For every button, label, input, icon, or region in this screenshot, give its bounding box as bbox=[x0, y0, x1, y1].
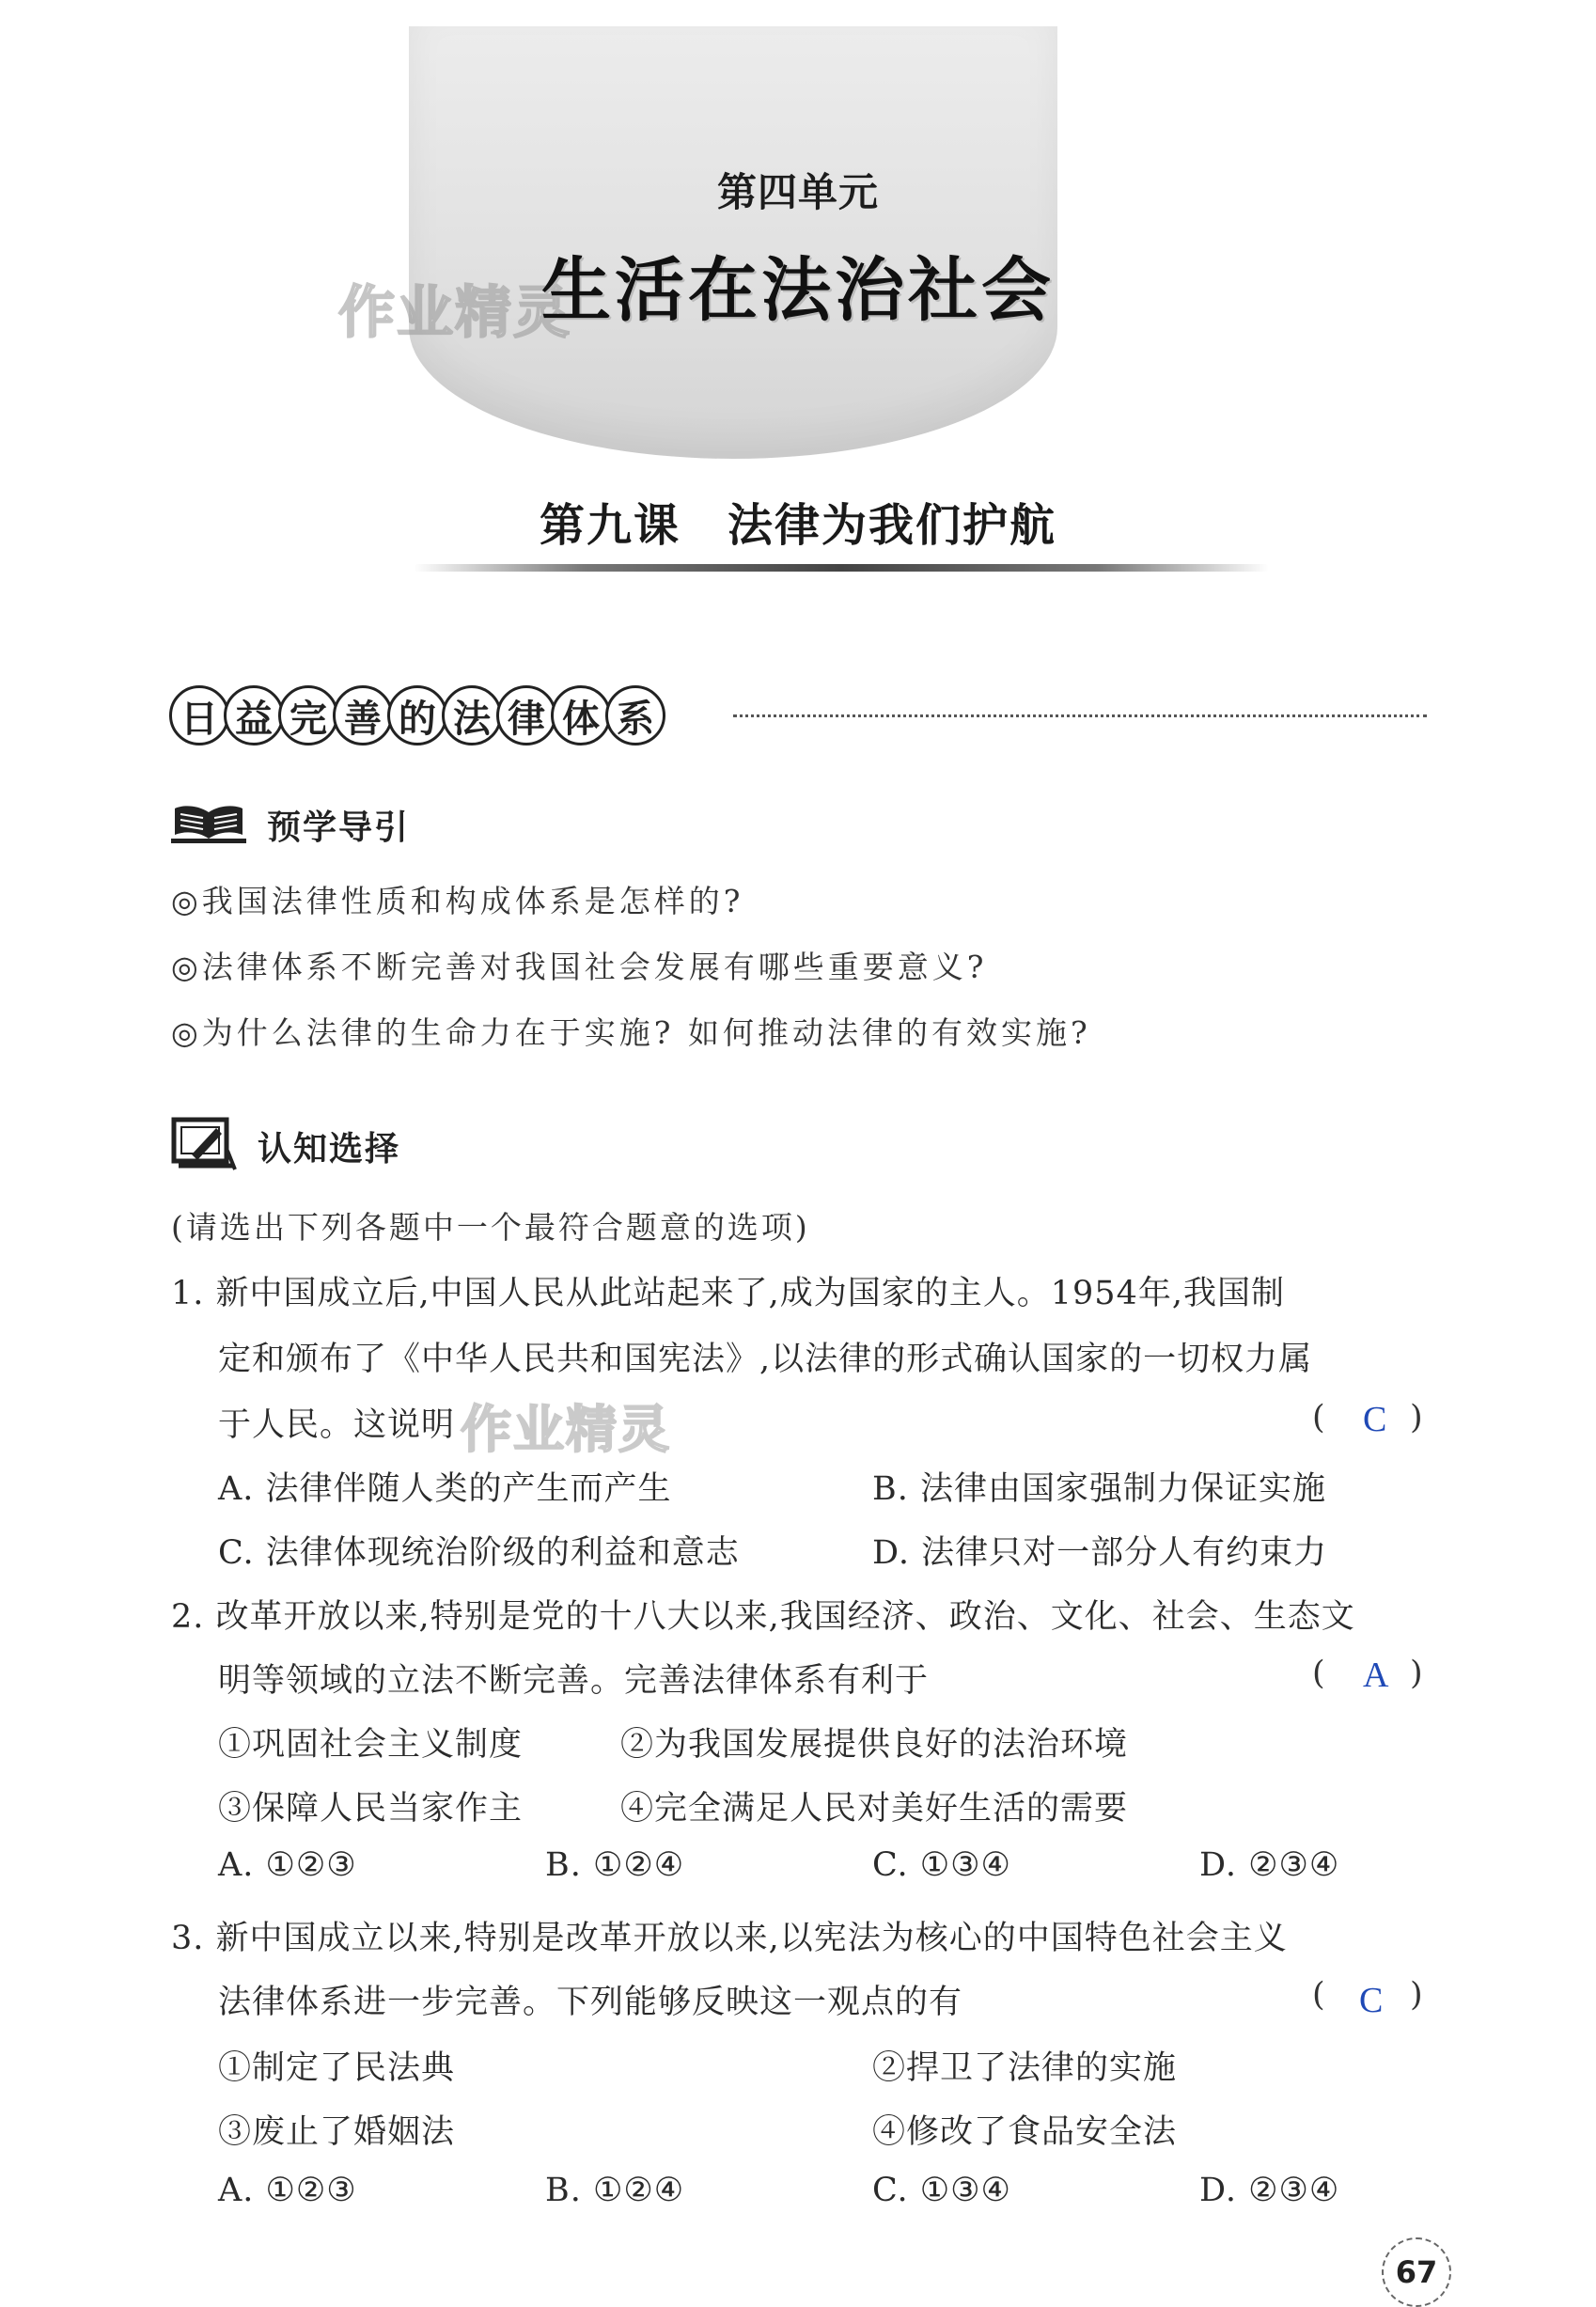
question-1-option-a: A. 法律伴随人类的产生而产生 bbox=[218, 1470, 672, 1508]
choice-heading bbox=[171, 1117, 400, 1175]
question-2-answer: A bbox=[1363, 1656, 1389, 1695]
question-2-option-b: B. ①②④ bbox=[545, 1846, 685, 1884]
section-heading-char: 律 bbox=[496, 685, 556, 745]
choice-heading-label: 认知选择 bbox=[258, 1129, 401, 1169]
preview-question: ◎我国法律性质和构成体系是怎样的? bbox=[171, 883, 744, 919]
section-heading-char: 法 bbox=[442, 685, 502, 745]
question-1-line: 于人民。这说明 bbox=[218, 1406, 456, 1444]
question-2-item: ②为我国发展提供良好的法治环境 bbox=[620, 1726, 1129, 1764]
question-3-option-c: C. ①③④ bbox=[872, 2172, 1011, 2209]
section-heading-char: 的 bbox=[387, 685, 447, 745]
lesson-title: 第九课 法律为我们护航 bbox=[539, 499, 1056, 552]
question-1-option-c: C. 法律体现统治阶级的利益和意志 bbox=[218, 1534, 740, 1572]
watermark: 作业精灵 bbox=[461, 1400, 671, 1459]
section-heading-char: 善 bbox=[333, 685, 393, 745]
answer-paren-close: ) bbox=[1410, 1399, 1423, 1436]
answer-paren-open: ( bbox=[1312, 1976, 1325, 2014]
lesson-divider bbox=[414, 564, 1269, 572]
section-heading-char: 益 bbox=[224, 685, 284, 745]
question-3-item: ①制定了民法典 bbox=[218, 2049, 456, 2087]
question-2-item: ③保障人民当家作主 bbox=[218, 1790, 524, 1828]
question-1-answer: C bbox=[1363, 1400, 1387, 1439]
answer-paren-close: ) bbox=[1410, 1976, 1423, 2014]
question-2-item: ①巩固社会主义制度 bbox=[218, 1726, 524, 1764]
answer-paren-open: ( bbox=[1312, 1655, 1325, 1692]
pencil-board-icon bbox=[171, 1117, 237, 1175]
question-1-option-b: B. 法律由国家强制力保证实施 bbox=[872, 1470, 1326, 1508]
question-1-line: 定和颁布了《中华人民共和国宪法》,以法律的形式确认国家的一切权力属 bbox=[218, 1341, 1313, 1378]
question-3-item: ②捍卫了法律的实施 bbox=[872, 2049, 1178, 2087]
question-3-item: ③废止了婚姻法 bbox=[218, 2113, 456, 2151]
answer-paren-close: ) bbox=[1410, 1655, 1423, 1692]
section-heading-char: 日 bbox=[169, 685, 229, 745]
question-2-item: ④完全满足人民对美好生活的需要 bbox=[620, 1790, 1129, 1828]
question-3-option-d: D. ②③④ bbox=[1199, 2172, 1340, 2209]
question-2-option-c: C. ①③④ bbox=[872, 1846, 1011, 1884]
question-3-option-a: A. ①②③ bbox=[218, 2172, 357, 2209]
instruction: (请选出下列各题中一个最符合题意的选项) bbox=[171, 1209, 810, 1246]
section-heading-char: 体 bbox=[551, 685, 611, 745]
question-2-option-d: D. ②③④ bbox=[1199, 1846, 1340, 1884]
question-2-option-a: A. ①②③ bbox=[218, 1846, 357, 1884]
section-dotted-rule bbox=[733, 714, 1427, 717]
unit-number: 第四单元 bbox=[716, 169, 879, 215]
question-2-line: 2. 改革开放以来,特别是党的十八大以来,我国经济、政治、文化、社会、生态文 bbox=[171, 1598, 1355, 1636]
question-3-line: 3. 新中国成立以来,特别是改革开放以来,以宪法为核心的中国特色社会主义 bbox=[171, 1920, 1288, 1957]
question-2-line: 明等领域的立法不断完善。完善法律体系有利于 bbox=[218, 1662, 930, 1700]
preview-question: ◎为什么法律的生命力在于实施? 如何推动法律的有效实施? bbox=[171, 1014, 1091, 1051]
page-number: 67 bbox=[1382, 2237, 1451, 2307]
watermark: 作业精灵 bbox=[338, 280, 571, 346]
question-1-line: 1. 新中国成立后,中国人民从此站起来了,成为国家的主人。1954年,我国制 bbox=[171, 1275, 1285, 1312]
question-3-item: ④修改了食品安全法 bbox=[872, 2113, 1178, 2151]
open-book-icon bbox=[171, 803, 246, 848]
section-heading-char: 系 bbox=[605, 685, 665, 745]
question-3-answer: C bbox=[1359, 1981, 1384, 2020]
unit-title: 生活在法治社会 bbox=[541, 250, 1055, 331]
question-3-option-b: B. ①②④ bbox=[545, 2172, 685, 2209]
preview-heading bbox=[171, 801, 410, 849]
question-3-line: 法律体系进一步完善。下列能够反映这一观点的有 bbox=[218, 1984, 963, 2021]
answer-paren-open: ( bbox=[1312, 1399, 1325, 1436]
section-heading-char: 完 bbox=[278, 685, 338, 745]
question-1-option-d: D. 法律只对一部分人有约束力 bbox=[872, 1534, 1328, 1572]
section-heading bbox=[169, 682, 660, 749]
preview-question: ◎法律体系不断完善对我国社会发展有哪些重要意义? bbox=[171, 949, 988, 985]
preview-heading-label: 预学导引 bbox=[267, 808, 411, 847]
